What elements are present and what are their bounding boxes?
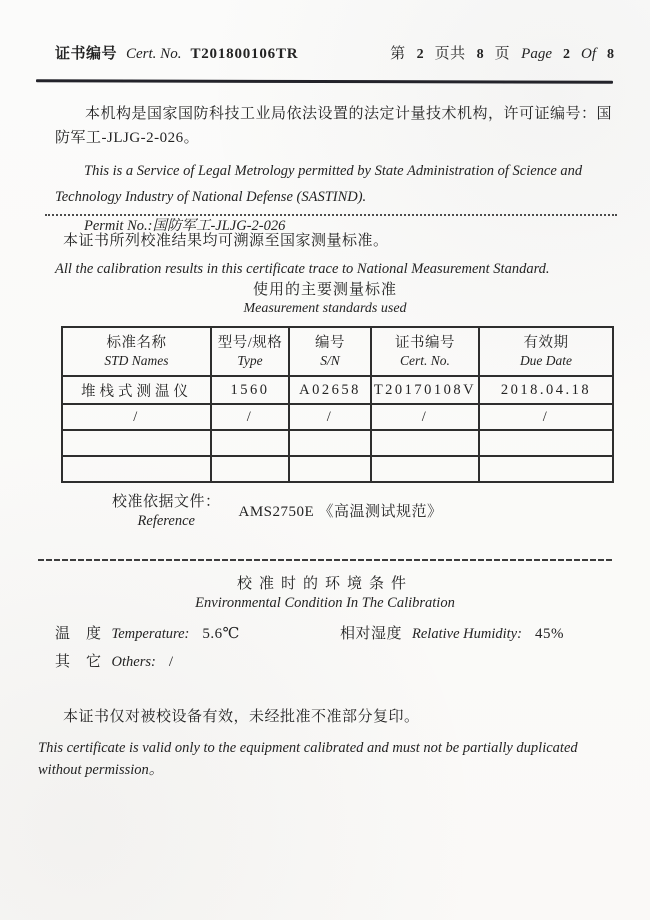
environment-title-en: Environmental Condition In The Calibration [195, 595, 455, 611]
table-cell-type: 1560 [211, 376, 289, 404]
reference-section [112, 492, 442, 531]
table-cell-std-name [62, 456, 211, 482]
authorization-section [55, 102, 615, 238]
environment-title [0, 575, 650, 613]
authorization-text-en: This is a Service of Legal Metrology permitted by State Administration of Science and Technology Industry of National Defense (SASTIND). [55, 163, 583, 205]
page-prefix-cn: 第 [390, 46, 406, 62]
table-cell-type: / [211, 404, 289, 430]
table-row [62, 430, 613, 456]
table-cell-due-date: / [479, 404, 613, 430]
table-cell-serial [289, 430, 371, 456]
cert-number-value: T201800106TR [190, 46, 299, 62]
page-suffix-cn: 页 [494, 46, 511, 62]
table-cell-cert-no [371, 456, 479, 482]
standards-table [61, 326, 614, 483]
table-cell-std-name: / [62, 404, 211, 430]
table-cell-cert-no: T20170108V [371, 376, 479, 404]
cert-number-label-cn: 证书编号 [55, 46, 118, 62]
standards-title-en: Measurement standards used [243, 301, 407, 316]
col-header-en: S/N [320, 353, 340, 368]
pagination [390, 42, 614, 63]
col-header-en: STD Names [104, 353, 169, 368]
page-total-en: 8 [607, 47, 614, 62]
others-label-en: Others: [111, 654, 156, 670]
table-cell-cert-no: / [371, 404, 479, 430]
col-header-en: Type [237, 353, 263, 368]
standards-title [0, 281, 650, 318]
col-header-serial [289, 327, 371, 376]
traceability-text-en: All the calibration results in this certificate trace to National Measurement Standard. [55, 261, 550, 277]
dashed-divider [38, 559, 614, 561]
col-header-cn: 有效期 [523, 335, 569, 351]
col-header-due-date [479, 327, 613, 376]
col-header-en: Cert. No. [400, 353, 450, 368]
page-total-cn: 8 [476, 47, 484, 62]
table-cell-type [211, 430, 289, 456]
validity-text-en: This certificate is valid only to the equipment calibrated and must not be partially duplicated without permission。 [38, 740, 578, 778]
page-label-en: Page [521, 46, 552, 62]
authorization-text-cn: 本机构是国家国防科技工业局依法设置的法定计量技术机构，许可证编号：国防军工-JLJG-2-026。 [55, 106, 613, 146]
humidity-field [340, 622, 564, 643]
dotted-divider [45, 214, 617, 216]
table-row [62, 456, 613, 482]
table-cell-serial [289, 456, 371, 482]
traceability-text-cn: 本证书所列校准结果均可溯源至国家测量标准。 [63, 233, 389, 249]
temperature-field [55, 622, 240, 643]
reference-value: AMS2750E 《高温测试规范》 [238, 504, 443, 520]
page-current-cn: 2 [416, 47, 424, 62]
col-header-cert-no [371, 327, 479, 376]
temperature-label-cn: 温 度 [55, 626, 102, 642]
table-cell-std-name [62, 430, 211, 456]
humidity-label-en: Relative Humidity: [412, 626, 522, 642]
col-header-cn: 证书编号 [395, 335, 455, 351]
table-cell-type [211, 456, 289, 482]
others-label-cn: 其 它 [55, 654, 102, 670]
table-cell-due-date [479, 430, 613, 456]
table-cell-std-name: 堆栈式测温仪 [62, 376, 211, 404]
temperature-value: 5.6℃ [202, 626, 240, 642]
table-header-row [62, 327, 613, 376]
table-cell-due-date: 2018.04.18 [479, 376, 613, 404]
table-cell-serial: A02658 [289, 376, 371, 404]
humidity-value: 45% [534, 626, 564, 642]
page-of-en: Of [581, 46, 596, 62]
page-current-en: 2 [563, 47, 570, 62]
validity-text-cn: 本证书仅对被校设备有效，未经批准不准部分复印。 [63, 709, 420, 725]
reference-label-en: Reference [137, 513, 195, 529]
col-header-cn: 编号 [315, 335, 345, 351]
humidity-label-cn: 相对湿度 [340, 626, 403, 642]
environment-title-cn: 校准时的环境条件 [236, 576, 413, 592]
traceability-section [55, 228, 615, 282]
others-value: / [168, 654, 174, 670]
table-cell-due-date [479, 456, 613, 482]
table-cell-cert-no [371, 430, 479, 456]
permit-number-line: Permit No.:国防军工-JLJG-2-026 [84, 218, 286, 234]
col-header-cn: 型号/规格 [217, 335, 283, 351]
table-row [62, 404, 613, 430]
reference-label [112, 492, 221, 531]
col-header-type [211, 327, 289, 376]
standards-title-cn: 使用的主要测量标准 [252, 282, 397, 298]
reference-label-cn: 校准依据文件： [112, 494, 221, 510]
col-header-en: Due Date [519, 353, 573, 368]
page-header [55, 42, 614, 63]
table-row [62, 376, 613, 404]
col-header-cn: 标准名称 [106, 335, 167, 351]
cert-number-group [55, 42, 298, 63]
temperature-label-en: Temperature: [111, 626, 190, 642]
table-cell-serial: / [289, 404, 371, 430]
header-rule [36, 79, 613, 84]
others-field [55, 650, 174, 671]
page-mid-cn: 页共 [434, 46, 466, 62]
cert-number-label-en: Cert. No. [126, 46, 182, 62]
col-header-std-names [62, 327, 211, 376]
